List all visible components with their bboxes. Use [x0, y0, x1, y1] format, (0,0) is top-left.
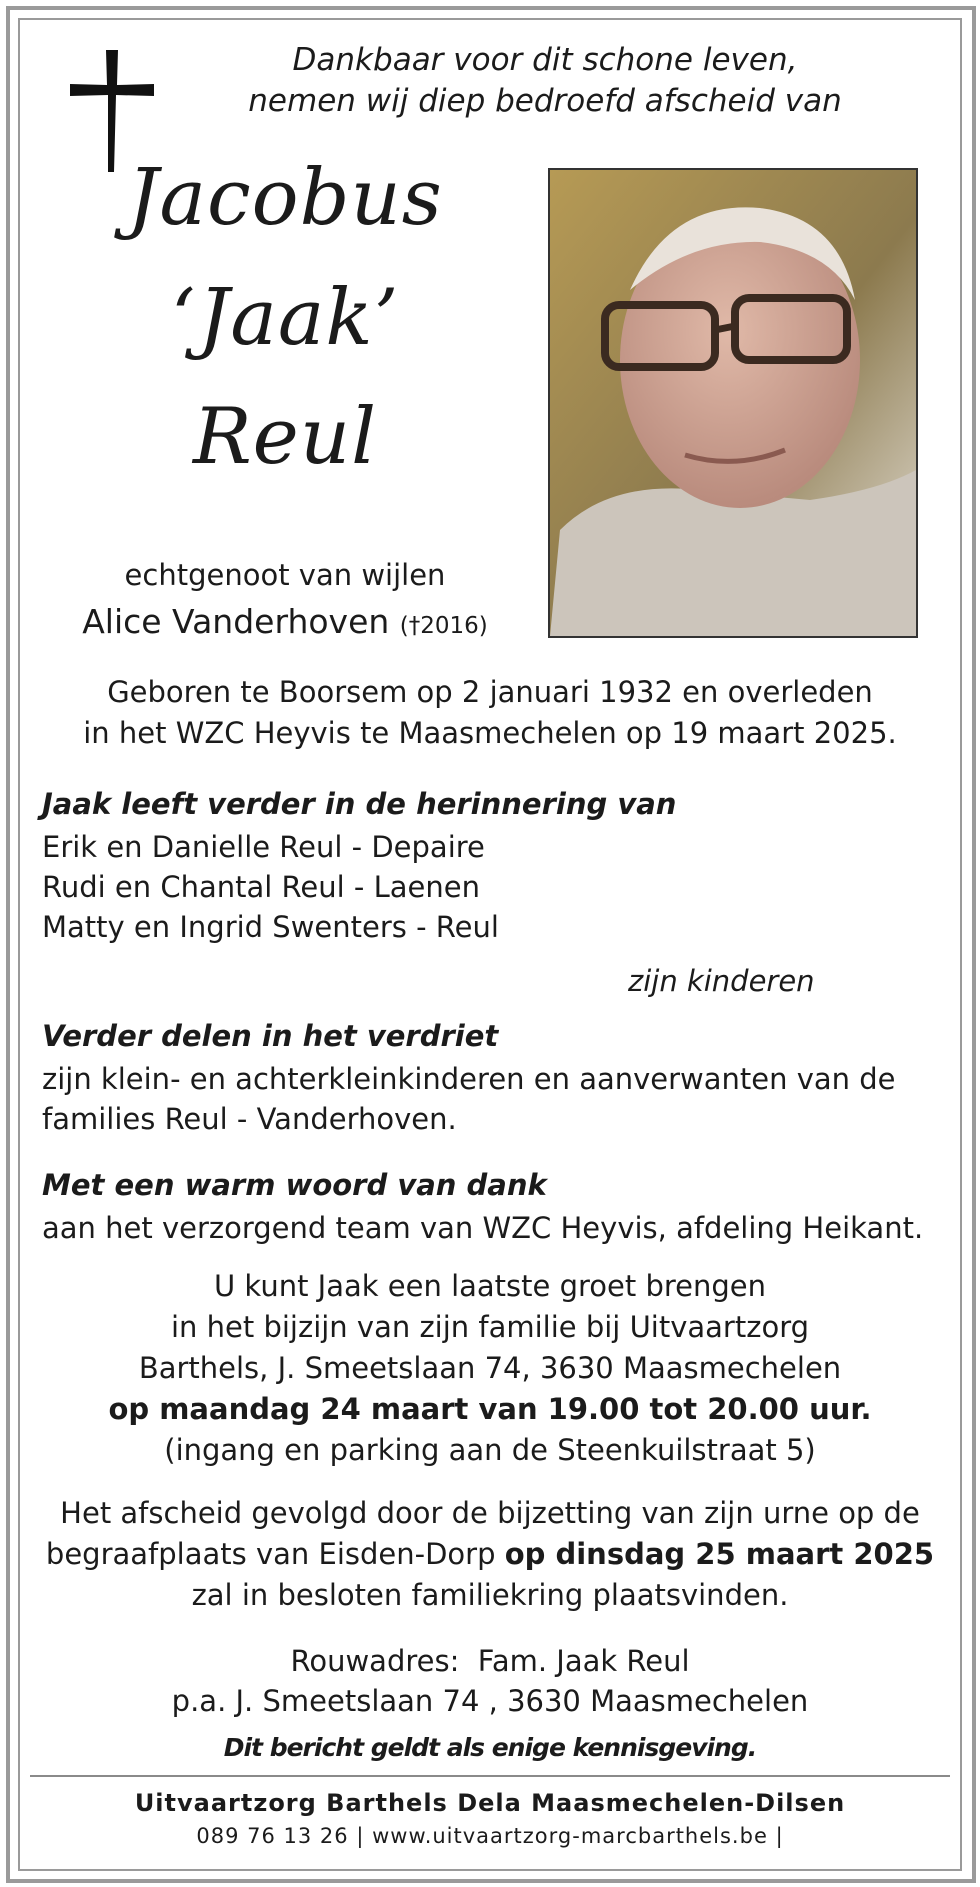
spouse-label: echtgenoot van wijlen: [124, 558, 446, 592]
last-name: Reul: [192, 392, 378, 482]
footer-trailing: |: [775, 1824, 784, 1848]
thanks-heading: Met een warm woord van dank: [42, 1168, 547, 1202]
visit-line-1: U kunt Jaak een laatste groet brengen: [213, 1269, 766, 1303]
thanks-line-1: aan het verzorgend team van WZC Heyvis, afdeling Heikant.: [42, 1211, 924, 1245]
address-line-2: p.a. J. Smeetslaan 74 , 3630 Maasmechelen: [171, 1684, 809, 1718]
address-line-1: Rouwadres: Fam. Jaak Reul: [290, 1644, 690, 1678]
intro-text: [150, 40, 940, 122]
child-1: Erik en Danielle Reul - Depaire: [42, 830, 485, 864]
portrait-photo: [548, 168, 918, 638]
intro-line-1: Dankbaar voor dit schone leven,: [292, 42, 798, 78]
visit-line-3: Barthels, J. Smeetslaan 74, 3630 Maasmechelen: [138, 1351, 842, 1385]
farewell-line-2: [40, 1534, 940, 1575]
spouse-name: [30, 602, 540, 641]
notice-text: Dit bericht geldt als enige kennisgeving.: [223, 1733, 757, 1762]
nickname: ‘Jaak’: [170, 273, 400, 363]
footer-contact: [40, 1824, 940, 1848]
footer-title: Uitvaartzorg Barthels Dela Maasmechelen-Dilsen: [134, 1789, 846, 1817]
farewell-date: op dinsdag 25 maart 2025: [504, 1537, 935, 1571]
spouse-died: (†2016): [399, 613, 488, 639]
grief-line-1: zijn klein- en achterkleinkinderen en aanverwanten van de: [42, 1062, 896, 1096]
birth-line-1: Geboren te Boorsem op 2 januari 1932 en overleden: [107, 675, 873, 709]
farewell-line-1: Het afscheid gevolgd door de bijzetting van zijn urne op de: [60, 1496, 920, 1530]
visit-line-4: op maandag 24 maart van 19.00 tot 20.00 uur.: [108, 1392, 872, 1426]
child-2: Rudi en Chantal Reul - Laenen: [42, 870, 480, 904]
intro-line-2: nemen wij diep bedroefd afscheid van: [248, 83, 842, 119]
visit-line-2: in het bijzijn van zijn familie bij Uitvaartzorg: [170, 1310, 810, 1344]
grief-heading: Verder delen in het verdriet: [42, 1019, 499, 1053]
visit-line-5: (ingang en parking aan de Steenkuilstraat 5): [164, 1433, 816, 1467]
memory-heading: Jaak leeft verder in de herinnering van: [42, 787, 677, 821]
first-name: Jacobus: [127, 153, 443, 243]
grief-line-2: families Reul - Vanderhoven.: [42, 1102, 457, 1136]
farewell-text: [40, 1493, 940, 1616]
visit-text: [40, 1266, 940, 1471]
birth-death-text: [40, 672, 940, 754]
spouse-name-text: Alice Vanderhoven: [82, 602, 390, 641]
birth-line-2: in het WZC Heyvis te Maasmechelen op 19 maart 2025.: [83, 716, 897, 750]
footer-phone: 089 76 13 26: [196, 1824, 349, 1848]
footer-divider: [30, 1775, 950, 1777]
mourning-address: [40, 1641, 940, 1721]
footer-website[interactable]: www.uitvaartzorg-marcbarthels.be: [372, 1824, 768, 1848]
farewell-line-3: zal in besloten familiekring plaatsvinden.: [191, 1578, 789, 1612]
farewell-line-2-start: begraafplaats van Eisden-Dorp: [45, 1537, 505, 1571]
child-3: Matty en Ingrid Swenters - Reul: [42, 910, 499, 944]
children-label: zijn kinderen: [628, 964, 815, 998]
footer-separator: |: [356, 1824, 365, 1848]
